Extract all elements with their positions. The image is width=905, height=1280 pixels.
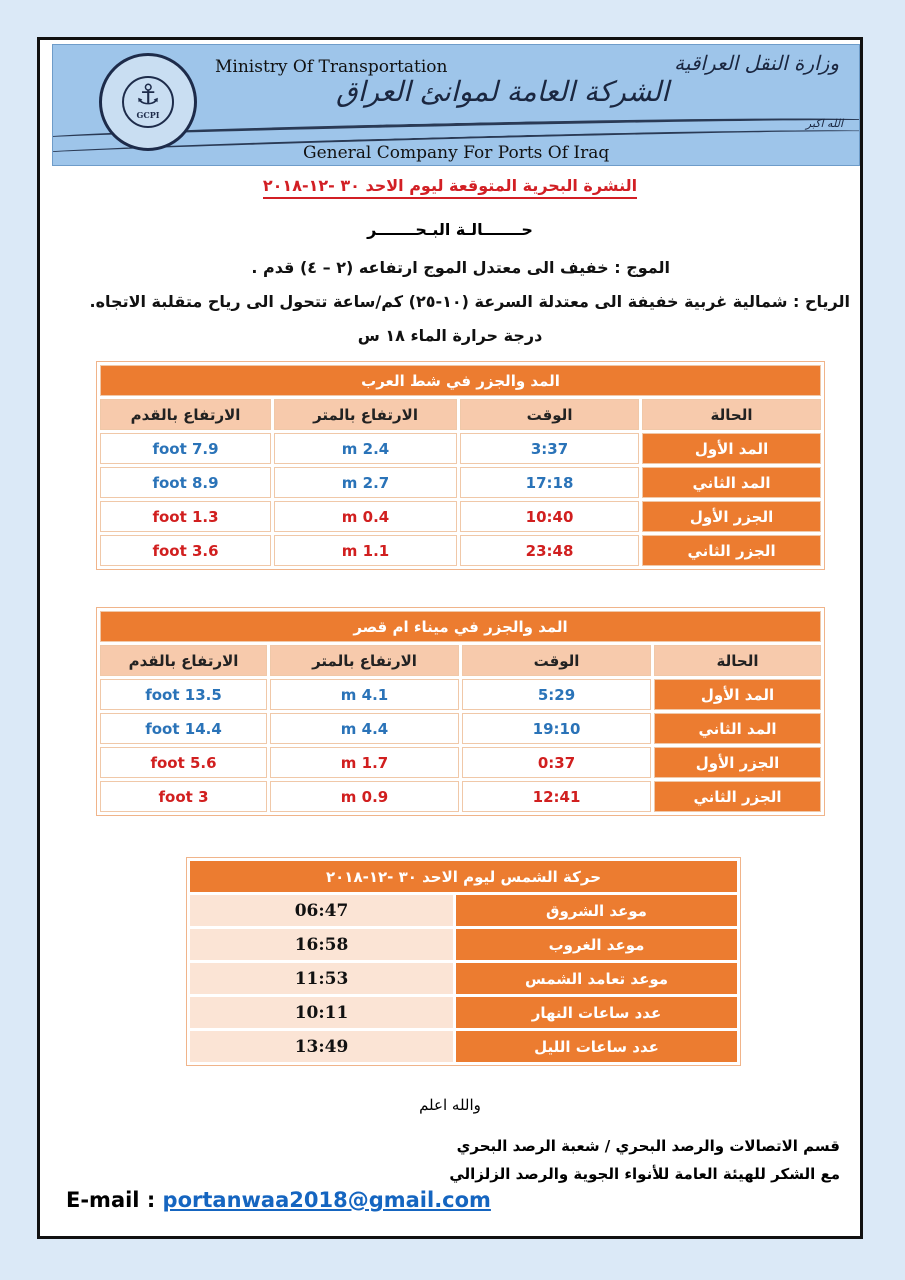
tide-state: المد الأول xyxy=(641,432,823,466)
table-row xyxy=(99,432,823,466)
table-row xyxy=(189,996,739,1030)
tide-state: الجزر الثاني xyxy=(653,780,823,814)
table-row xyxy=(189,894,739,928)
company-logo xyxy=(99,53,197,151)
tide-height-feet: 5.6 foot xyxy=(99,746,269,780)
anchor-icon: ⚓ xyxy=(135,78,161,111)
table-row xyxy=(99,500,823,534)
sea-state-heading: حـــــــالـة البـحـــــــر xyxy=(367,220,533,239)
bulletin-page xyxy=(37,37,863,1239)
tide-state: المد الثاني xyxy=(653,712,823,746)
waves-forecast: الموج : خفيف الى معتدل الموج ارتفاعه (٢ – ٤) قدم . xyxy=(251,258,670,277)
tide-time: 23:48 xyxy=(459,534,641,568)
table-row xyxy=(99,534,823,568)
tide-time: 17:18 xyxy=(459,466,641,500)
bulletin-title xyxy=(40,176,860,195)
tide-height-feet: 3 foot xyxy=(99,780,269,814)
table-row xyxy=(99,746,823,780)
sun-value: 10:11 xyxy=(189,996,455,1030)
department-name: قسم الاتصالات والرصد البحري / شعبة الرصد البحري xyxy=(456,1137,840,1155)
motto-ar: الله اكبر xyxy=(805,117,843,130)
table-row xyxy=(189,928,739,962)
tide-height-meters: 2.4 m xyxy=(273,432,459,466)
sun-label: عدد ساعات الليل xyxy=(455,1030,739,1064)
column-header-time: الوقت xyxy=(461,644,653,678)
tide-height-feet: 3.6 foot xyxy=(99,534,273,568)
tide-state: المد الأول xyxy=(653,678,823,712)
tide-height-meters: 1.1 m xyxy=(273,534,459,568)
tide-height-meters: 0.9 m xyxy=(269,780,461,814)
bulletin-title-text: النشرة البحرية المتوقعة ليوم الاحد ٣٠ -١٢-٢٠١٨ xyxy=(263,176,637,199)
sun-value: 13:49 xyxy=(189,1030,455,1064)
tide-height-feet: 13.5 foot xyxy=(99,678,269,712)
column-header-meters: الارتفاع بالمتر xyxy=(273,398,459,432)
department-signature xyxy=(449,1132,840,1188)
sun-movement-table xyxy=(187,858,740,1065)
column-header-state: الحالة xyxy=(641,398,823,432)
tide-height-meters: 1.7 m xyxy=(269,746,461,780)
tide-height-meters: 0.4 m xyxy=(273,500,459,534)
column-header-state: الحالة xyxy=(653,644,823,678)
logo-inner-ring xyxy=(122,76,174,128)
tide-time: 19:10 xyxy=(461,712,653,746)
tide-state: المد الثاني xyxy=(641,466,823,500)
tide-height-meters: 4.4 m xyxy=(269,712,461,746)
sun-label: موعد الغروب xyxy=(455,928,739,962)
tide-height-feet: 1.3 foot xyxy=(99,500,273,534)
tide-table-title: المد والجزر في شط العرب xyxy=(99,364,823,398)
tide-height-meters: 2.7 m xyxy=(273,466,459,500)
table-row xyxy=(99,466,823,500)
thanks-note: مع الشكر للهيئة العامة للأنواء الجوية والرصد الزلزالي xyxy=(449,1165,840,1183)
sun-value: 06:47 xyxy=(189,894,455,928)
tide-table-shatt-al-arab xyxy=(97,362,824,569)
tide-time: 0:37 xyxy=(461,746,653,780)
sun-label: موعد الشروق xyxy=(455,894,739,928)
ministry-name-ar: وزارة النقل العراقية xyxy=(674,51,839,75)
tide-table-umm-qasr xyxy=(97,608,824,815)
sun-label: عدد ساعات النهار xyxy=(455,996,739,1030)
table-row xyxy=(189,1030,739,1064)
tide-time: 12:41 xyxy=(461,780,653,814)
winds-forecast: الرياح : شمالية غربية خفيفة الى معتدلة السرعة (١٠-٢٥) كم/ساعة تتحول الى رياح متقلبة الاتجاه. xyxy=(89,292,850,311)
email-line xyxy=(66,1188,491,1212)
email-link[interactable]: portanwaa2018@gmail.com xyxy=(162,1188,491,1212)
tide-height-feet: 8.9 foot xyxy=(99,466,273,500)
water-temperature: درجة حرارة الماء ١٨ س xyxy=(357,326,543,345)
column-header-feet: الارتفاع بالقدم xyxy=(99,398,273,432)
header-banner xyxy=(52,44,860,166)
tide-time: 5:29 xyxy=(461,678,653,712)
tide-time: 3:37 xyxy=(459,432,641,466)
tide-state: الجزر الأول xyxy=(641,500,823,534)
table-row xyxy=(189,962,739,996)
tide-height-feet: 14.4 foot xyxy=(99,712,269,746)
sun-label: موعد تعامد الشمس xyxy=(455,962,739,996)
sun-table-title: حركة الشمس ليوم الاحد ٣٠ -١٢-٢٠١٨ xyxy=(189,860,739,894)
column-header-feet: الارتفاع بالقدم xyxy=(99,644,269,678)
tide-state: الجزر الثاني xyxy=(641,534,823,568)
email-label: E-mail : xyxy=(66,1188,156,1212)
ministry-name-en: Ministry Of Transportation xyxy=(215,57,448,77)
company-name-en: General Company For Ports Of Iraq xyxy=(303,143,610,163)
logo-abbreviation: GCPI xyxy=(136,110,160,120)
company-name-ar: الشركة العامة لموانئ العراق xyxy=(335,75,669,108)
tide-time: 10:40 xyxy=(459,500,641,534)
tide-state: الجزر الأول xyxy=(653,746,823,780)
table-row xyxy=(99,712,823,746)
table-row xyxy=(99,678,823,712)
table-row xyxy=(99,780,823,814)
sun-value: 11:53 xyxy=(189,962,455,996)
closing-phrase: والله اعلم xyxy=(419,1096,481,1114)
tide-height-feet: 7.9 foot xyxy=(99,432,273,466)
column-header-time: الوقت xyxy=(459,398,641,432)
column-header-meters: الارتفاع بالمتر xyxy=(269,644,461,678)
tide-table-title: المد والجزر في ميناء ام قصر xyxy=(99,610,823,644)
sun-value: 16:58 xyxy=(189,928,455,962)
tide-height-meters: 4.1 m xyxy=(269,678,461,712)
